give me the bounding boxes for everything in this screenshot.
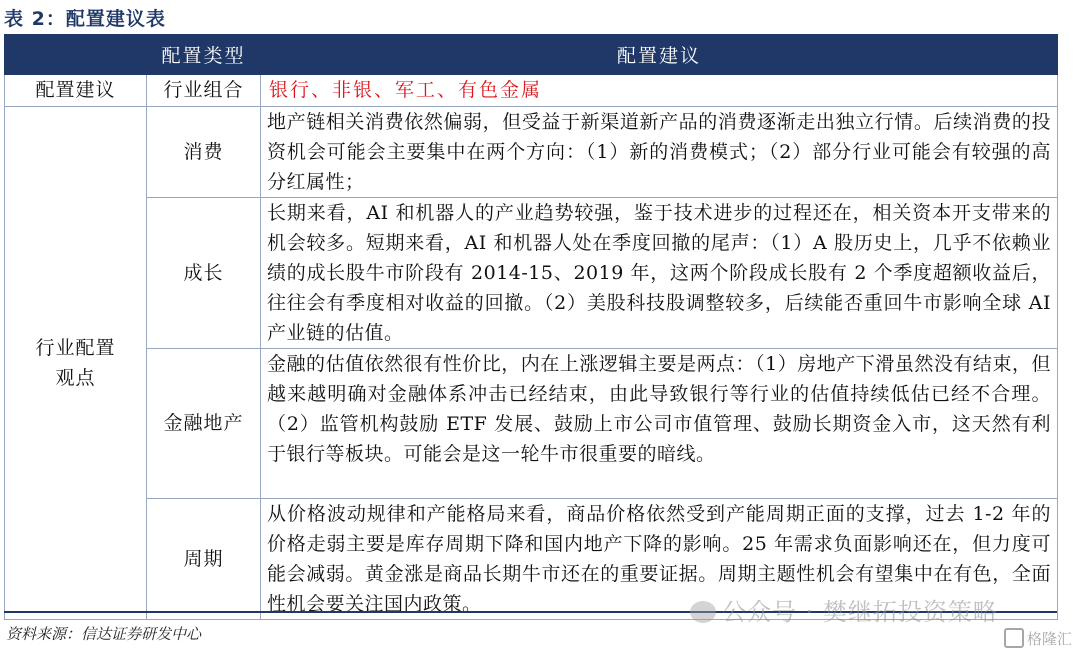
logo-text: 格隆汇	[1027, 630, 1073, 648]
header-config-advice: 配置建议	[261, 35, 1058, 75]
config-table	[4, 34, 1058, 620]
industry-combo-text: 银行、非银、军工、有色金属	[261, 74, 1058, 106]
table-title: 表 2：配置建议表	[4, 8, 166, 30]
header-cell-blank	[5, 35, 147, 75]
logo	[1004, 628, 1072, 649]
industry-view-label: 行业配置观点	[35, 336, 116, 389]
source-note: 资料来源：信达证券研发中心	[6, 625, 202, 643]
type-growth: 成长	[147, 197, 261, 348]
header-config-type: 配置类型	[147, 35, 261, 75]
table-header-row	[5, 35, 1058, 75]
type-industry-combo: 行业组合	[147, 74, 261, 106]
consumption-text: 地产链相关消费依然偏弱，但受益于新渠道新产品的消费逐渐走出独立行情。后续消费的投资机会可能会主要集中在两个方向：（1）新的消费模式；（2）部分行业可能会有较强的高分红属性；	[261, 106, 1058, 197]
table-row-consumption	[5, 106, 1058, 197]
cycle-text: 从价格波动规律和产能格局来看，商品价格依然受到产能周期正面的支撑，过去 1-2 年的价格走弱主要是库存周期下降和国内地产下降的影响。25 年需求负面影响还在，但力度可能会减弱。黄金涨是商品长期牛市还在的重要证据。周期主题性机会有望集中在有色，全面性机会要关注国内政策。	[261, 498, 1058, 619]
row-label-config: 配置建议	[5, 74, 147, 106]
table-row-finance	[5, 348, 1058, 498]
type-consumption: 消费	[147, 106, 261, 197]
type-finance-realestate: 金融地产	[147, 348, 261, 498]
type-cycle: 周期	[147, 498, 261, 619]
watermark-text: 公众号 · 樊继拓投资策略	[722, 598, 998, 626]
finance-text: 金融的估值依然很有性价比，内在上涨逻辑主要是两点：（1）房地产下滑虽然没有结束，但越来越明确对金融体系冲击已经结束，由此导致银行等行业的估值持续低估已经不合理。（2）监管机构鼓励 ETF 发展、鼓励上市公司市值管理、鼓励长期资金入市，这天然有利于银行等板块。可能会是这一轮牛市很重要的暗线。	[261, 348, 1058, 498]
table-row-config	[5, 74, 1058, 106]
wechat-icon	[690, 601, 716, 623]
table-row-growth	[5, 197, 1058, 348]
logo-icon	[1004, 628, 1024, 648]
growth-text: 长期来看，AI 和机器人的产业趋势较强，鉴于技术进步的过程还在，相关资本开支带来的机会较多。短期来看，AI 和机器人处在季度回撤的尾声：（1）A 股历史上，几乎不依赖业绩的成长股牛市阶段有 2014-15、2019 年，这两个阶段成长股有 2 个季度超额收益后，往往会有季度相对收益的回撤。（2）美股科技股调整较多，后续能否重回牛市影响全球 AI 产业链的估值。	[261, 197, 1058, 348]
row-label-industry-view	[5, 106, 147, 619]
watermark	[690, 592, 998, 627]
